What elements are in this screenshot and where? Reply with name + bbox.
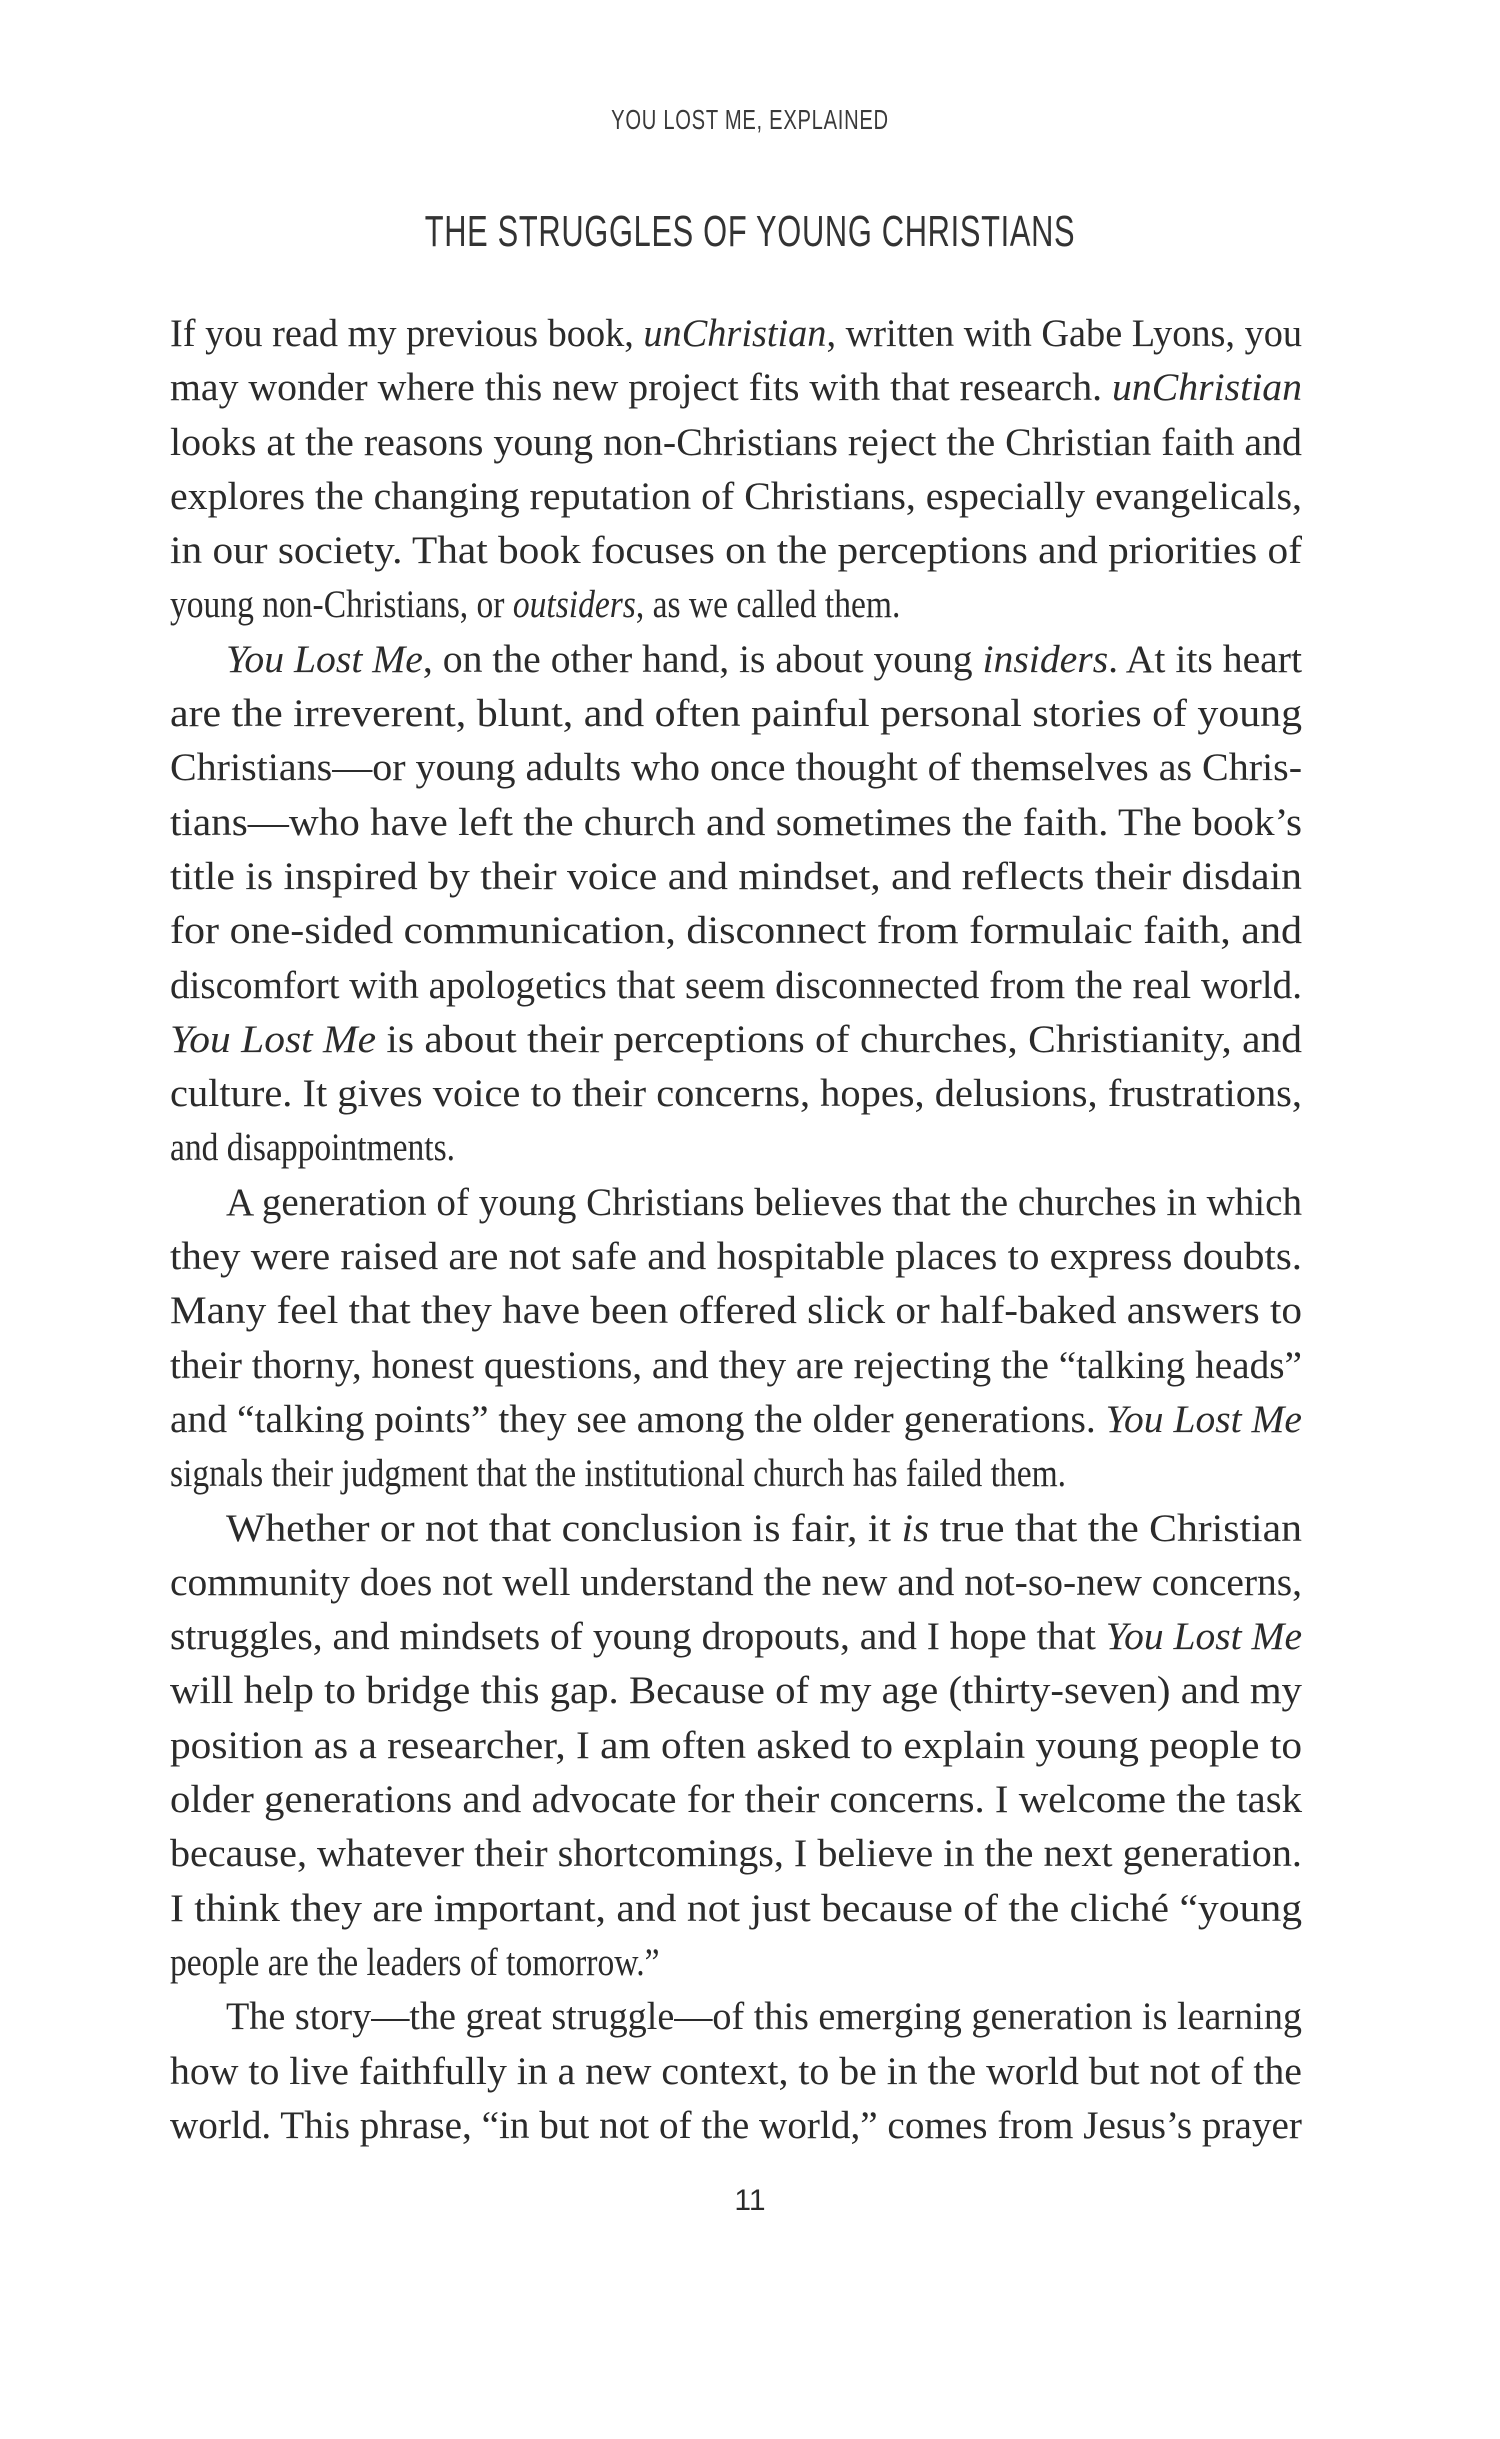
italic-text: You Lost Me: [1105, 1615, 1303, 1659]
text-line-content: [170, 687, 1302, 741]
text-run: , as we called them.: [635, 583, 901, 627]
text-line: [170, 1719, 1302, 1773]
text-run: are the irreverent, blunt, and often painful personal stories of young: [170, 692, 1303, 736]
text-run: If you read my previous book,: [170, 312, 644, 355]
text-line: [170, 796, 1302, 850]
italic-text: You Lost Me: [226, 637, 423, 681]
page-number: 11: [734, 2184, 766, 2217]
text-line-content: [170, 1936, 660, 1990]
text-run: because, whatever their shortcomings, I believe in the next generation.: [170, 1832, 1302, 1876]
text-line-content: [170, 361, 1302, 415]
text-run: they were raised are not safe and hospitable places to express doubts.: [170, 1235, 1303, 1279]
text-run: and disappointments.: [170, 1126, 456, 1170]
text-run: I think they are important, and not just because of the cliché “young: [170, 1886, 1303, 1930]
text-line-content: [170, 1882, 1302, 1936]
text-run: tians—who have left the church and sometimes the faith. The book’s: [170, 800, 1303, 844]
text-line-content: [170, 1013, 1302, 1067]
text-line-content: [170, 1339, 1302, 1393]
chapter-title: THE STRUGGLES OF YOUNG CHRISTIANS: [424, 207, 1076, 256]
text-line: [170, 1773, 1302, 1827]
text-run: A generation of young Christians believes that the churches in which: [226, 1180, 1303, 1224]
text-line: [170, 1393, 1302, 1447]
text-run: position as a researcher, I am often asked to explain young people to: [170, 1723, 1303, 1767]
text-run: culture. It gives voice to their concerns, hopes, delusions, frustrations,: [170, 1072, 1303, 1116]
italic-text: is: [901, 1506, 930, 1550]
text-line-content: [170, 1556, 1302, 1610]
italic-text: outsiders: [512, 583, 636, 627]
text-line-content: [170, 2099, 1302, 2153]
text-run: discomfort with apologetics that seem disconnected from the real world.: [170, 963, 1303, 1007]
text-line: [170, 1284, 1302, 1338]
text-run: for one-sided communication, disconnect from formulaic faith, and: [170, 909, 1303, 953]
text-line: [170, 1339, 1302, 1393]
text-line: [170, 1882, 1302, 1936]
running-header: YOU LOST ME, EXPLAINED: [611, 104, 889, 135]
italic-text: unChristian: [643, 312, 827, 355]
text-line: [170, 416, 1302, 470]
text-line: [170, 1556, 1302, 1610]
text-run: people are the leaders of tomorrow.”: [170, 1940, 660, 1984]
text-run: world. This phrase, “in but not of the world,” comes from Jesus’s prayer: [170, 2103, 1302, 2147]
text-line-content: [170, 1664, 1302, 1718]
text-run: in our society. That book focuses on the perceptions and priorities of: [170, 529, 1302, 573]
text-line-content: [170, 416, 1302, 470]
text-line-content: [170, 578, 900, 632]
text-run: and “talking points” they see among the older generations.: [170, 1397, 1106, 1441]
italic-text: You Lost Me: [170, 1017, 376, 1061]
text-line: [170, 904, 1302, 958]
text-run: how to live faithfully in a new context, to be in the world but not of the: [170, 2049, 1302, 2093]
paragraph-first-line: [170, 1502, 1302, 1556]
text-line: [170, 959, 1302, 1013]
text-run: title is inspired by their voice and mindset, and reflects their disdain: [170, 854, 1303, 898]
text-line: [170, 2099, 1302, 2153]
text-line-content: [170, 959, 1302, 1013]
text-run: community does not well understand the new and not-so-new concerns,: [170, 1560, 1303, 1604]
text-run: true that the Christian: [929, 1506, 1302, 1550]
body-text: [170, 307, 1302, 2153]
text-line: [170, 2045, 1302, 2099]
paragraph-first-line: [170, 1990, 1302, 2044]
text-run: may wonder where this new project fits with that research.: [170, 366, 1112, 410]
italic-text: You Lost Me: [1105, 1397, 1302, 1441]
text-line-content: [226, 1176, 1302, 1230]
text-line-content: [170, 470, 1302, 524]
text-line-content: [226, 1502, 1302, 1556]
text-run: , on the other hand, is about young: [422, 637, 983, 681]
text-line-content: [170, 1393, 1302, 1447]
italic-text: insiders: [982, 637, 1109, 681]
text-run: older generations and advocate for their concerns. I welcome the task: [170, 1778, 1302, 1822]
text-run: looks at the reasons young non-Christians reject the Christian faith and: [170, 420, 1302, 464]
text-run: explores the changing reputation of Christians, especially evangelicals,: [170, 474, 1302, 518]
paragraph-first-line: [170, 633, 1302, 687]
text-run: , written with Gabe Lyons, you: [826, 312, 1303, 355]
text-run: signals their judgment that the institutional church has failed them.: [170, 1452, 1067, 1496]
text-line-content: [170, 1121, 455, 1175]
text-line: [170, 1013, 1302, 1067]
text-line: [170, 850, 1302, 904]
text-line-content: [170, 1284, 1302, 1338]
text-line: [170, 470, 1302, 524]
text-line-content: [170, 741, 1302, 795]
text-run: struggles, and mindsets of young dropouts, and I hope that: [170, 1615, 1106, 1659]
text-line: [170, 1936, 1302, 1990]
text-run: Whether or not that conclusion is fair, it: [226, 1506, 902, 1550]
text-run: will help to bridge this gap. Because of my age (thirty-seven) and my: [170, 1669, 1302, 1713]
text-line: [170, 1121, 1302, 1175]
text-line-content: [170, 1447, 1066, 1501]
text-line: [170, 524, 1302, 578]
text-line: [170, 1664, 1302, 1718]
text-line-content: [170, 1610, 1302, 1664]
italic-text: unChristian: [1111, 366, 1303, 410]
paragraph-first-line: [170, 1176, 1302, 1230]
text-line: [170, 1230, 1302, 1284]
text-run: Many feel that they have been offered slick or half-baked answers to: [170, 1289, 1303, 1333]
text-line: [170, 1447, 1302, 1501]
text-line-content: [226, 633, 1302, 687]
text-line-content: [170, 524, 1302, 578]
text-line: [170, 361, 1302, 415]
text-line: [170, 687, 1302, 741]
text-line-content: [170, 1719, 1302, 1773]
text-line-content: [170, 850, 1302, 904]
text-line-content: [170, 2045, 1302, 2099]
text-line-content: [170, 1827, 1302, 1881]
text-line-content: [170, 1773, 1302, 1827]
text-line-content: [170, 1067, 1302, 1121]
text-run: their thorny, honest questions, and they are rejecting the “talking heads”: [170, 1343, 1303, 1387]
text-line: [170, 578, 1302, 632]
text-line-content: [170, 1230, 1302, 1284]
text-run: young non-Christians, or: [170, 583, 513, 627]
text-line-content: [170, 796, 1302, 850]
text-line: [170, 307, 1302, 361]
text-line-content: [226, 1990, 1302, 2044]
text-line: [170, 1067, 1302, 1121]
text-line-content: [170, 307, 1302, 361]
text-run: Christians—or young adults who once thought of themselves as Chris-: [170, 746, 1303, 790]
text-run: is about their perceptions of churches, Christianity, and: [375, 1017, 1303, 1061]
text-line: [170, 741, 1302, 795]
text-run: The story—the great struggle—of this emerging generation is learning: [226, 1995, 1303, 2039]
text-line: [170, 1827, 1302, 1881]
text-line: [170, 1610, 1302, 1664]
text-run: . At its heart: [1108, 637, 1303, 681]
text-line-content: [170, 904, 1302, 958]
